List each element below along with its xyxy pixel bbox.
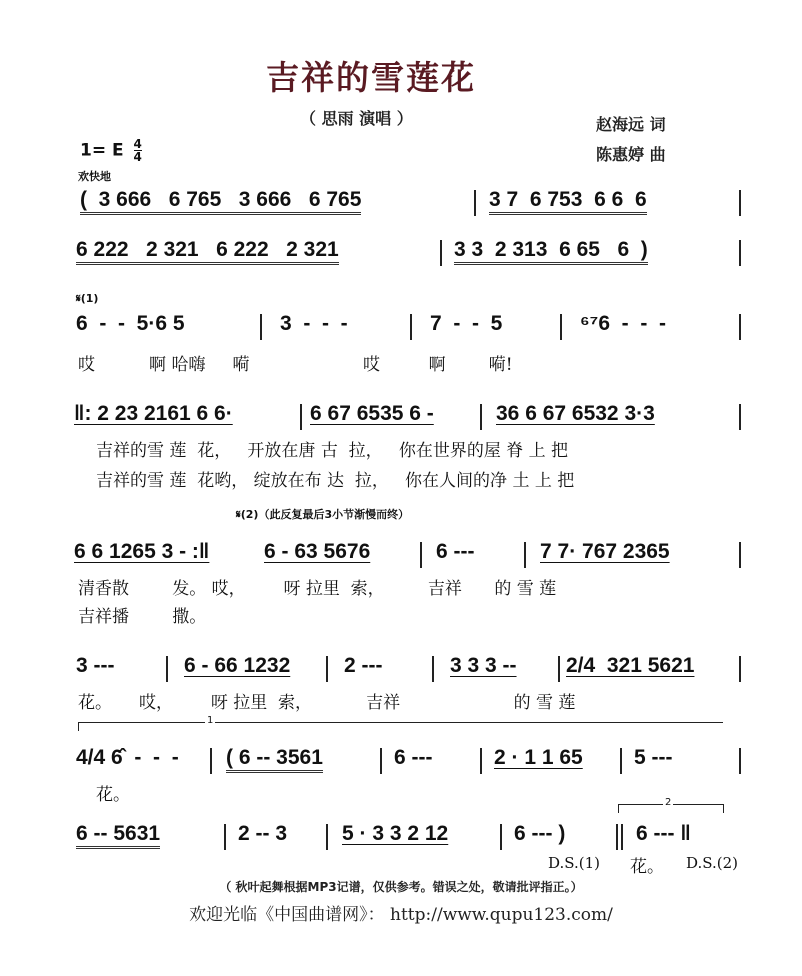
lyrics-line-7: 花。: [96, 785, 130, 805]
tempo-marking: 欢快地: [78, 170, 111, 183]
measure: 6 67 6535 6 -: [310, 402, 434, 425]
barline: [410, 314, 412, 340]
segno-1: 𝄋(1): [76, 292, 99, 305]
time-sig-top: 4: [133, 137, 142, 151]
barline: [620, 748, 622, 774]
measure: 6 -- 5631: [76, 822, 160, 849]
volta-label: 1: [207, 715, 214, 726]
lyrics-line-3: 哎 啊 哈嗨 嗬 哎 啊 嗬!: [78, 355, 513, 375]
volta-label: 2: [665, 797, 672, 808]
barline: [560, 314, 562, 340]
barline: [260, 314, 262, 340]
barline: [480, 404, 482, 430]
song-title-text: 吉祥的雪莲花: [266, 58, 476, 97]
barline: [300, 404, 302, 430]
volta-bracket-2: [618, 797, 724, 813]
barline: [210, 748, 212, 774]
measure: 3 ---: [76, 654, 115, 677]
measure: 6 - - 5·6 5: [76, 312, 185, 335]
measure: 5 · 3 3 2 12: [342, 822, 449, 845]
measure: 3 3 3 --: [450, 654, 517, 677]
time-sig-bottom: 4: [133, 150, 142, 164]
lyricist-credit: 赵海远 词: [596, 115, 666, 134]
lyrics-line-5-verse-1: 清香散 发。 哎， 呀 拉里 索， 吉祥 的 雪 莲: [78, 579, 557, 599]
measure: 2 · 1 1 65: [494, 746, 583, 769]
score-line-3: [74, 312, 744, 346]
barline: [739, 748, 741, 774]
barline: [432, 656, 434, 682]
song-title: [0, 52, 802, 99]
score-line-7: [74, 746, 744, 780]
barline: [739, 404, 741, 430]
measure: 6 --- ‖: [636, 822, 691, 845]
measure: ⁶⁷6 - - -: [580, 312, 666, 335]
volta-bracket-1: [78, 715, 723, 731]
barline: [500, 824, 502, 850]
measure: 6 6 1265 3 - :‖: [74, 540, 210, 563]
barline: [474, 190, 476, 216]
measure: 6 222 2 321 6 222 2 321: [76, 238, 339, 265]
measure: 4/4 6̂ - - -: [76, 746, 179, 769]
key-label: 1= E: [80, 140, 124, 161]
measure: ( 3 666 6 765 3 666 6 765: [80, 188, 361, 215]
score-line-8: [74, 822, 744, 856]
measure: 7 - - 5: [430, 312, 503, 335]
score-line-1: [74, 188, 744, 222]
score-line-4: [74, 402, 744, 436]
measure: 3 3 2 313 6 65 6 ): [454, 238, 648, 265]
barline: [480, 748, 482, 774]
time-signature: [134, 138, 142, 163]
score-line-6: [74, 654, 744, 688]
barline: [440, 240, 442, 266]
barline: [166, 656, 168, 682]
barline: [326, 824, 328, 850]
measure: 3 7 6 753 6 6 6: [489, 188, 647, 215]
measure: 6 ---: [436, 540, 475, 563]
ending-lyric: 花。: [630, 857, 664, 877]
lyrics-verse-1: 吉祥的雪 莲 花， 开放在唐 古 拉， 你在世界的屋 脊 上 把: [96, 441, 569, 461]
measure: 6 - 66 1232: [184, 654, 291, 677]
ds-2-marker: D.S.(2): [686, 854, 739, 872]
score-line-2: [74, 238, 744, 272]
measure: 6 - 63 5676: [264, 540, 371, 563]
measure: 6 ---: [394, 746, 433, 769]
measure: 6 --- ): [514, 822, 566, 845]
measure: 2 -- 3: [238, 822, 288, 845]
segno-2-annotation: 𝄋(2)（此反复最后3小节渐慢而终）: [236, 508, 410, 521]
measure: ( 6 -- 3561: [226, 746, 323, 773]
barline: [380, 748, 382, 774]
barline: [739, 542, 741, 568]
lyrics-line-5-verse-2: 吉祥播 撒。: [78, 607, 207, 627]
measure: 5 ---: [634, 746, 673, 769]
double-barline: [616, 824, 618, 850]
site-credit: 欢迎光临《中国曲谱网》： http://www.qupu123.com/: [189, 905, 613, 925]
barline: [739, 656, 741, 682]
barline: [739, 240, 741, 266]
measure: 2/4 321 5621: [566, 654, 695, 677]
singer-credit: （ 思雨 演唱 ）: [300, 109, 413, 128]
key-signature: [80, 138, 142, 163]
ds-1-marker: D.S.(1): [548, 854, 601, 872]
score-line-5: [74, 540, 744, 574]
measure: ‖: 2 23 2161 6 6·: [74, 402, 233, 425]
double-barline: [621, 824, 623, 850]
lyrics-verse-2: 吉祥的雪 莲 花哟， 绽放在布 达 拉， 你在人间的净 土 上 把: [96, 471, 575, 491]
barline: [558, 656, 560, 682]
lyrics-line-6: 花。 哎， 呀 拉里 索， 吉祥 的 雪 莲: [78, 693, 576, 713]
measure: 2 ---: [344, 654, 383, 677]
barline: [739, 314, 741, 340]
composer-credit: 陈惠婷 曲: [596, 145, 666, 164]
barline: [224, 824, 226, 850]
transcription-note: （ 秋叶起舞根据MP3记谱，仅供参考。错误之处，敬请批评指正。）: [219, 880, 583, 894]
measure: 7 7· 767 2365: [540, 540, 670, 563]
barline: [739, 190, 741, 216]
barline: [326, 656, 328, 682]
barline: [524, 542, 526, 568]
measure: 36 6 67 6532 3·3: [496, 402, 655, 425]
barline: [420, 542, 422, 568]
measure: 3 - - -: [280, 312, 348, 335]
